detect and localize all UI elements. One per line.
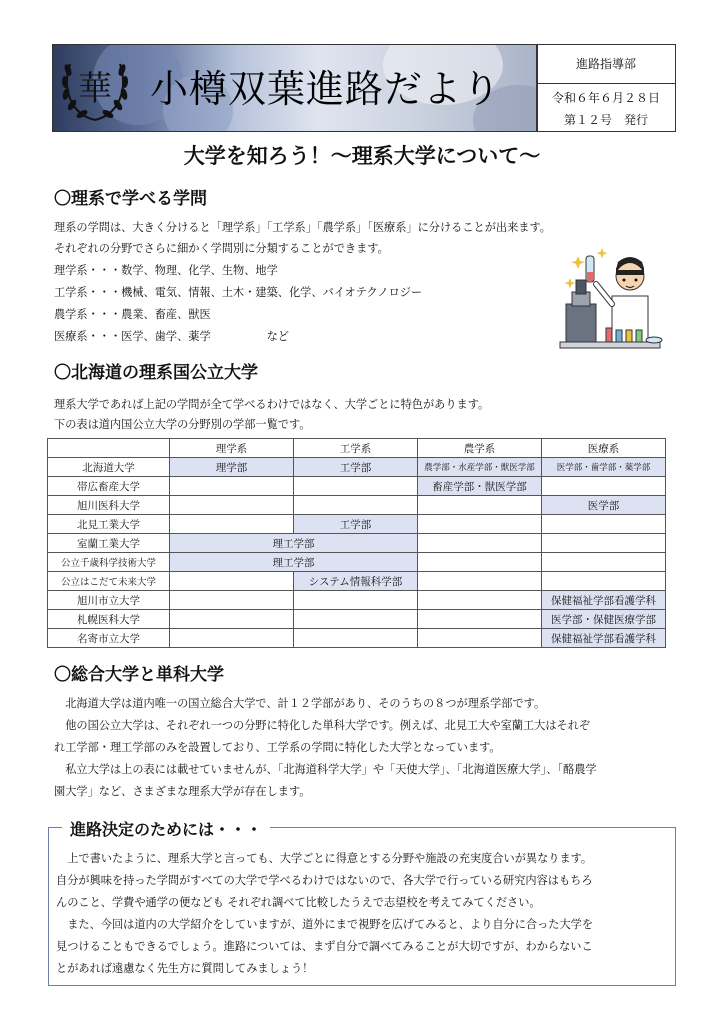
table-cell [418,553,542,572]
table-cell: 理学部 [170,458,294,477]
table-row [48,496,666,515]
section1-line-6: 医療系・・・医学、歯学、薬学 など [54,330,289,343]
table-cell [170,591,294,610]
table-cell: システム情報科学部 [294,572,418,591]
university-name: 室蘭工業大学 [48,534,170,553]
table-cell [542,534,666,553]
table-row [48,610,666,629]
university-name: 旭川市立大学 [48,591,170,610]
table-row [48,458,666,477]
table-header-cell: 理学系 [170,439,294,458]
section3-line-3: れ工学部・理工学部のみを設置しており、工学系の学問に特化した大学となっています。 [54,741,501,754]
issue-info-box [536,44,676,132]
section2-line-2: 下の表は道内国公立大学の分野別の学部一覧です。 [54,418,311,431]
table-cell: 畜産学部・獣医学部 [418,477,542,496]
table-cell: 医学部・保健医療学部 [542,610,666,629]
section1-line-1: 理系の学問は、大きく分けると「理学系」「工学系」「農学系」「医療系」に分けることが出来ます。 [54,221,551,234]
section2-line-1: 理系大学であれば上記の学問が全て学べるわけではなく、大学ごとに特色があります。 [54,398,490,411]
scientist-illustration [556,244,664,354]
section3-line-4: 私立大学は上の表には載せていませんが、「北海道科学大学」や「天使大学」、「北海道医療大学」、「酪農学 [54,763,597,776]
section3-line-5: 園大学」など、さまざまな理系大学が存在します。 [54,785,311,798]
table-cell: 医学部・歯学部・薬学部 [542,458,666,477]
table-cell: 工学部 [294,515,418,534]
advice-line: 自分が興味を持った学問がすべての大学で学べるわけではないので、各大学で行っている研究内容はもちろ [56,874,593,887]
table-cell [294,610,418,629]
university-name: 公立はこだて未来大学 [48,572,170,591]
advice-line: また、今回は道内の大学紹介をしていますが、道外にまで視野を広げてみると、より自分に合った大学を [56,918,594,931]
table-cell: 工学部 [294,458,418,477]
career-advice-heading: 進路決定のためには・・・ [62,817,270,840]
table-cell [170,515,294,534]
advice-line: んのこと、学費や通学の便なども それぞれ調べて比較したうえで志望校を考えてみてください。 [56,896,541,909]
section1-line-2: それぞれの分野でさらに細かく学問別に分類することができます。 [54,242,389,255]
table-cell: 理工学部 [170,534,418,553]
table-cell [542,515,666,534]
table-cell [294,591,418,610]
table-cell [170,477,294,496]
table-cell [542,553,666,572]
section-heading-general-vs-single: 〇総合大学と単科大学 [54,665,224,685]
university-name: 旭川医科大学 [48,496,170,515]
table-row [48,572,666,591]
table-cell [542,477,666,496]
table-cell [418,629,542,648]
department-label: 進路指導部 [537,45,675,84]
university-name: 北見工業大学 [48,515,170,534]
section-heading-hokkaido-universities: 〇北海道の理系国公立大学 [54,363,258,383]
table-cell: 保健福祉学部看護学科 [542,591,666,610]
table-cell [294,629,418,648]
table-cell [294,477,418,496]
table-header-cell [48,439,170,458]
table-row [48,629,666,648]
table-cell [418,591,542,610]
university-faculty-table [47,438,666,648]
section1-line-3: 理学系・・・数学、物理、化学、生物、地学 [54,264,278,277]
table-cell [542,572,666,591]
advice-line: とがあれば遠慮なく先生方に質問してみましょう！ [56,962,314,975]
university-name: 帯広畜産大学 [48,477,170,496]
table-cell [418,534,542,553]
table-header-row [48,439,666,458]
table-cell [418,610,542,629]
table-header-cell: 医療系 [542,439,666,458]
table-row [48,591,666,610]
page-title: 大学を知ろう！～理系大学について～ [183,144,541,168]
table-cell: 保健福祉学部看護学科 [542,629,666,648]
table-cell [170,496,294,515]
school-seal-icon [56,48,134,126]
university-name: 札幌医科大学 [48,610,170,629]
table-header-cell: 農学系 [418,439,542,458]
table-row [48,534,666,553]
university-name: 公立千歳科学技術大学 [48,553,170,572]
table-cell [170,629,294,648]
table-cell: 農学部・水産学部・獣医学部 [418,458,542,477]
table-row [48,515,666,534]
issue-number: 第１２号 発行 [563,113,648,127]
table-cell: 医学部 [542,496,666,515]
seal-emblem: 華 [78,69,112,109]
table-cell: 理工学部 [170,553,418,572]
table-cell [418,515,542,534]
advice-line: 見つけることもできるでしょう。進路については、まず自分で調べてみることが大切ですが、わからないこ [56,940,593,953]
university-name: 北海道大学 [48,458,170,477]
table-cell [294,496,418,515]
table-row [48,553,666,572]
table-row [48,477,666,496]
section-heading-science-fields: 〇理系で学べる学問 [54,189,207,209]
section3-line-2: 他の国公立大学は、それぞれ一つの分野に特化した単科大学です。例えば、北見工大や室蘭工大はそれぞ [54,719,591,732]
section1-line-5: 農学系・・・農業、畜産、獣医 [54,308,211,321]
university-name: 名寄市立大学 [48,629,170,648]
advice-line: 上で書いたように、理系大学と言っても、大学ごとに得意とする分野や施設の充実度合いが異なります。 [56,852,593,865]
table-cell [418,496,542,515]
table-cell [170,572,294,591]
issue-date: 令和６年６月２８日 [551,91,660,105]
table-cell [418,572,542,591]
newsletter-title: 小樽双葉進路だより [150,67,502,111]
table-cell [170,610,294,629]
section1-line-4: 工学系・・・機械、電気、情報、土木・建築、化学、バイオテクノロジー [54,286,423,299]
career-advice-text [56,848,670,980]
table-header-cell: 工学系 [294,439,418,458]
section3-line-1: 北海道大学は道内唯一の国立総合大学で、計１２学部があり、そのうちの８つが理系学部です。 [54,697,546,710]
